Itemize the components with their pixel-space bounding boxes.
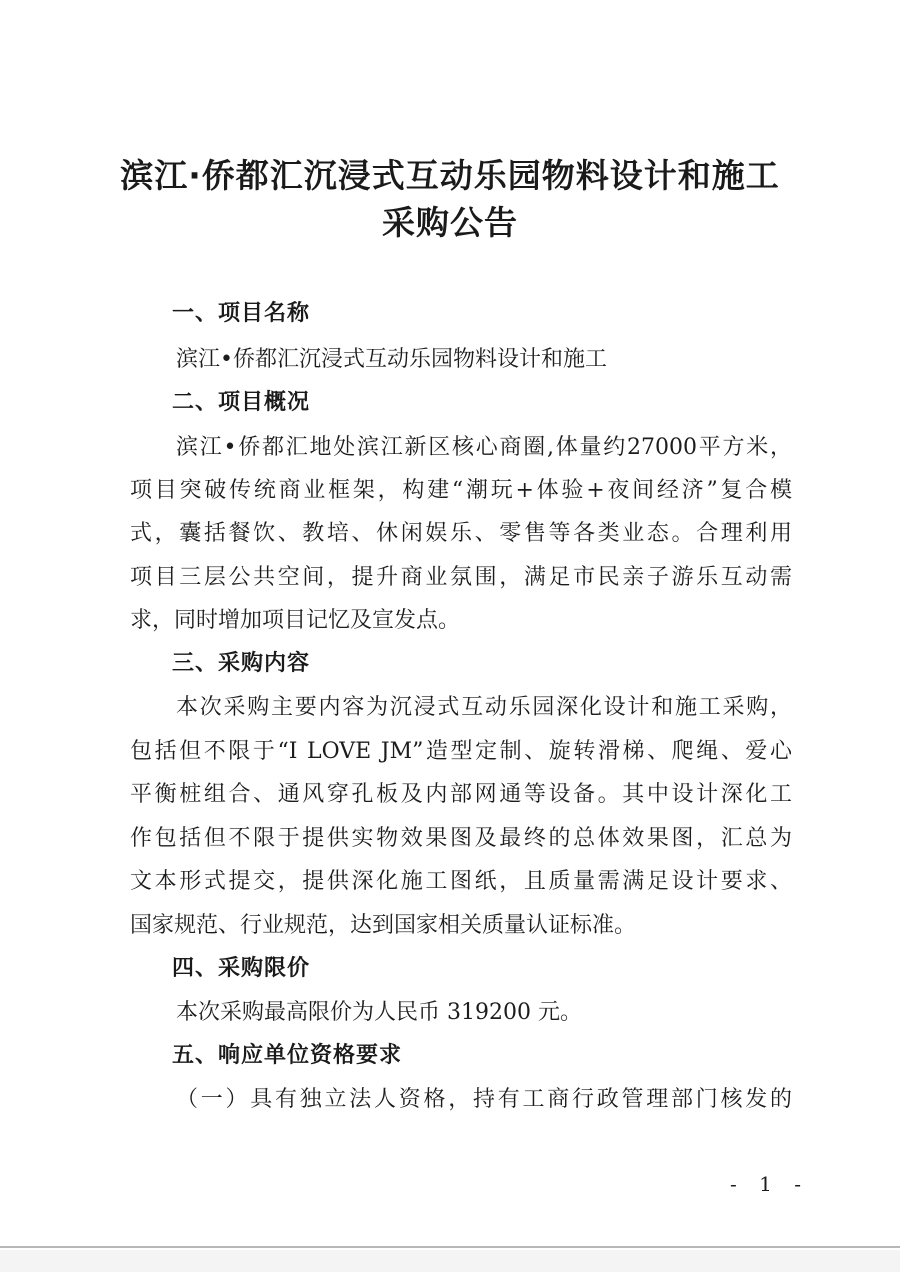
paragraph-line: 国家规范、行业规范，达到国家相关质量认证标准。 xyxy=(130,913,637,938)
section-heading-project-name: 一、项目名称 xyxy=(172,301,311,326)
paragraph-line: （一）具有独立法人资格，持有工商行政管理部门核发的 xyxy=(176,1087,792,1112)
scan-edge-line xyxy=(0,1246,900,1248)
paragraph-line: 平衡桩组合、通风穿孔板及内部网通等设备。其中设计深化工 xyxy=(130,782,792,807)
paragraph-line: 式，囊括餐饮、教培、休闲娱乐、零售等各类业态。合理利用 xyxy=(130,521,792,546)
paragraph-line: 文本形式提交，提供深化施工图纸，且质量需满足设计要求、 xyxy=(130,869,792,894)
paragraph-line: 项目突破传统商业框架，构建“潮玩+体验+夜间经济”复合模 xyxy=(130,478,792,503)
paragraph-line: 滨江•侨都汇地处滨江新区核心商圈,体量约27000平方米， xyxy=(176,435,792,460)
document-title-line-1: 滨江·侨都汇沉浸式互动乐园物料设计和施工 xyxy=(120,156,780,195)
section-heading-qualification-requirements: 五、响应单位资格要求 xyxy=(172,1043,403,1068)
section-heading-project-overview: 二、项目概况 xyxy=(172,390,311,415)
section-heading-price-limit: 四、采购限价 xyxy=(172,956,311,981)
section-heading-procurement-content: 三、采购内容 xyxy=(172,651,311,676)
paragraph-line: 求，同时增加项目记忆及宣发点。 xyxy=(130,608,461,633)
paragraph-line: 包括但不限于“I LOVE JM”造型定制、旋转滑梯、爬绳、爱心 xyxy=(130,739,792,764)
paragraph-line: 滨江•侨都汇沉浸式互动乐园物料设计和施工 xyxy=(176,347,607,372)
paragraph-line: 本次采购最高限价为人民币 319200 元。 xyxy=(176,1000,582,1025)
document-title-line-2: 采购公告 xyxy=(382,203,518,242)
paragraph-line: 项目三层公共空间，提升商业氛围，满足市民亲子游乐互动需 xyxy=(130,565,792,590)
page-number: - 1 - xyxy=(730,1172,809,1196)
paragraph-line: 本次采购主要内容为沉浸式互动乐园深化设计和施工采购， xyxy=(176,695,792,720)
scan-bottom-shadow xyxy=(0,1250,900,1272)
paragraph-line: 作包括但不限于提供实物效果图及最终的总体效果图，汇总为 xyxy=(130,826,792,851)
